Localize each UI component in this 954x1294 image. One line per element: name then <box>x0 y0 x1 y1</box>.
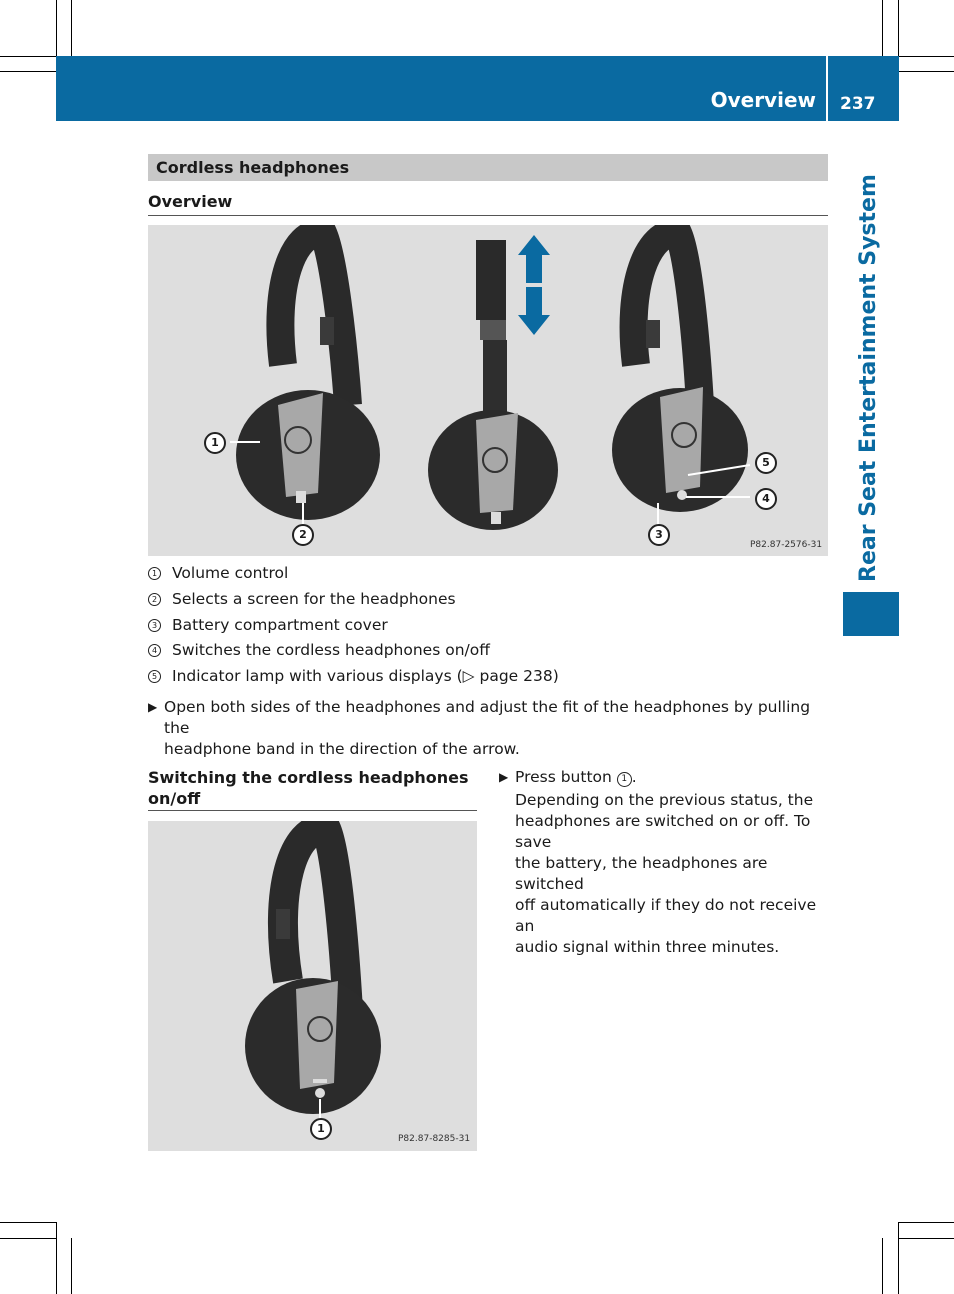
headphone-middle-view <box>428 240 558 530</box>
step-line <box>515 767 835 788</box>
crop-mark <box>0 1238 56 1239</box>
callout-1: 1 <box>204 432 226 454</box>
step-body-line: the battery, the headphones are switched <box>515 854 768 893</box>
crop-mark <box>56 0 57 56</box>
step-suffix: . <box>631 768 637 786</box>
instruction-text <box>164 697 828 760</box>
crop-mark <box>0 1222 56 1223</box>
overview-subheading: Overview <box>148 192 233 211</box>
legend-number: 1 <box>148 567 161 580</box>
switching-rule <box>148 810 477 811</box>
legend-number: 5 <box>148 670 161 683</box>
side-tab-label: Rear Seat Entertainment System <box>856 174 881 582</box>
instruction-line: headphone band in the direction of the arrow. <box>164 740 520 758</box>
callout-4: 4 <box>755 488 777 510</box>
crop-mark <box>898 1222 954 1223</box>
callout-3: 3 <box>648 524 670 546</box>
legend-item <box>148 564 288 582</box>
headphone-right-view <box>612 233 748 512</box>
section-title: Cordless headphones <box>156 158 350 177</box>
legend-text: Indicator lamp with various displays (▷ page 238) <box>172 667 559 685</box>
headphone-onoff-illustration <box>148 821 477 1151</box>
crop-mark <box>898 56 954 57</box>
legend-text: Switches the cordless headphones on/off <box>172 641 490 659</box>
crop-mark <box>898 1222 899 1294</box>
onoff-callout-1: 1 <box>310 1118 332 1140</box>
headphones-illustration <box>148 225 828 556</box>
legend-item <box>148 641 490 659</box>
legend-text: Selects a screen for the headphones <box>172 590 456 608</box>
step-body-line: Depending on the previous status, the <box>515 791 814 809</box>
crop-mark <box>898 71 954 72</box>
step-prefix: Press button <box>515 768 617 786</box>
switching-heading-line: Switching the cordless headphones <box>148 768 469 787</box>
step-body-line: headphones are switched on or off. To save <box>515 812 811 851</box>
crop-mark <box>882 1238 883 1294</box>
step-button-number: 1 <box>617 772 632 787</box>
instruction-line: Open both sides of the headphones and adjust the fit of the headphones by pulling the <box>164 698 811 737</box>
header-separator <box>826 56 828 121</box>
legend-item <box>148 616 388 634</box>
step-bullet-icon: ▶ <box>499 770 509 784</box>
crop-mark <box>0 71 56 72</box>
page-number: 237 <box>840 94 876 114</box>
crop-mark <box>71 1238 72 1294</box>
instruction-bullet-icon: ▶ <box>148 700 158 714</box>
subheading-rule <box>148 215 828 216</box>
onoff-figure-code: P82.87-8285-31 <box>398 1134 471 1144</box>
headphone-left-view <box>236 233 380 520</box>
legend-text: Volume control <box>172 564 289 582</box>
legend-item <box>148 590 456 608</box>
step-text <box>515 767 835 958</box>
headphones-onoff-figure <box>148 821 477 1151</box>
crop-mark <box>56 1222 57 1294</box>
switching-heading-line: on/off <box>148 789 201 808</box>
legend-number: 2 <box>148 593 161 606</box>
headphones-overview-figure <box>148 225 828 556</box>
figure-code: P82.87-2576-31 <box>750 540 823 550</box>
legend-number: 3 <box>148 619 161 632</box>
crop-mark <box>71 0 72 56</box>
switching-heading <box>148 767 469 809</box>
section-title-bar <box>148 154 828 181</box>
legend-item <box>148 667 559 685</box>
legend-number: 4 <box>148 644 161 657</box>
crop-mark <box>0 56 56 57</box>
callout-2: 2 <box>292 524 314 546</box>
crop-mark <box>898 0 899 56</box>
legend-text: Battery compartment cover <box>172 616 388 634</box>
crop-mark <box>882 0 883 56</box>
up-down-arrow-icon <box>518 235 550 335</box>
callout-5: 5 <box>755 452 777 474</box>
crop-mark <box>898 1238 954 1239</box>
step-body-line: off automatically if they do not receive an <box>515 896 817 935</box>
side-tab-block <box>843 592 899 636</box>
step-body-line: audio signal within three minutes. <box>515 938 780 956</box>
header-title: Overview <box>710 88 816 112</box>
